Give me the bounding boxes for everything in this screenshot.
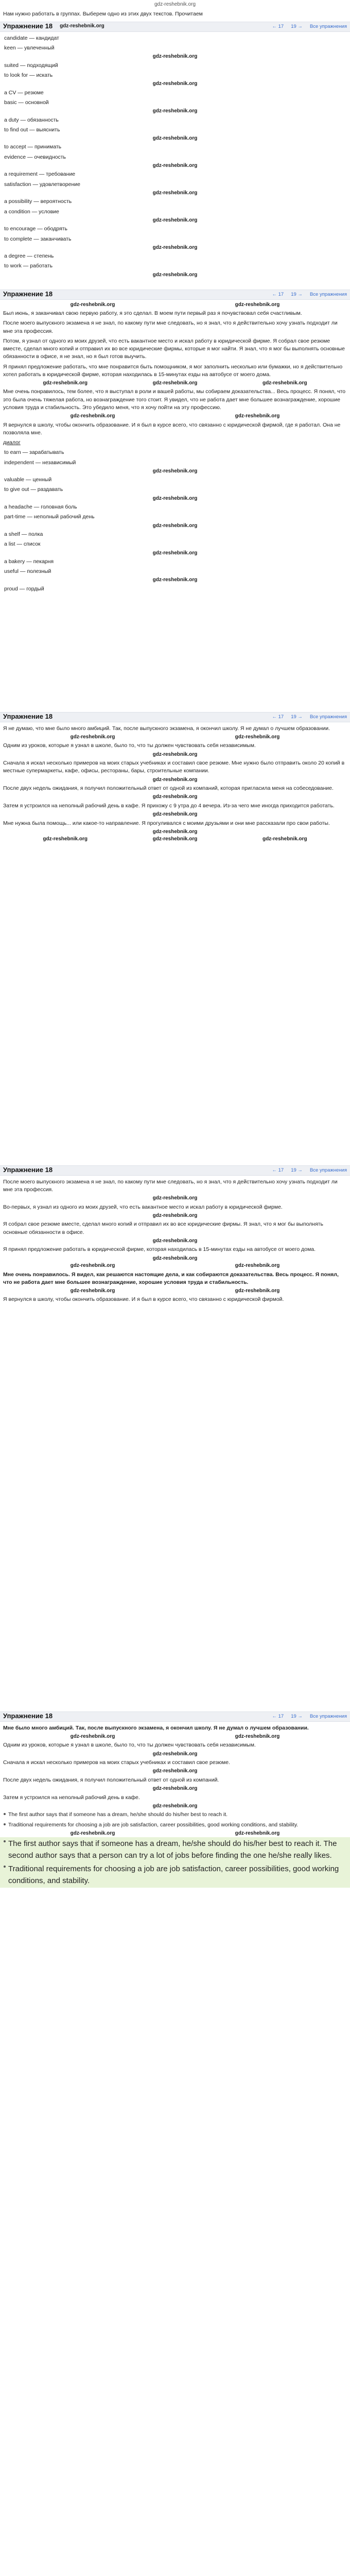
watermark-row: [0, 1768, 350, 1775]
watermark-row: [0, 1751, 350, 1758]
exercise-2: [0, 288, 350, 710]
watermark: gdz-reshebnik.org: [152, 836, 198, 842]
exercise-nav: [272, 714, 347, 721]
word-pair: to complete — заканчивать: [4, 235, 72, 242]
watermark: gdz-reshebnik.org: [70, 1830, 115, 1836]
watermark-row: [0, 1785, 350, 1793]
watermark-row: [0, 1262, 350, 1270]
watermark-row: [0, 380, 350, 387]
watermark: gdz-reshebnik.org: [70, 301, 115, 308]
paragraph: Одним из уроков, которые я узнал в школе, было то, что ты должен чувствовать себя независимым.: [3, 742, 256, 749]
word-pair-list: [0, 33, 350, 279]
watermark: gdz-reshebnik.org: [235, 1263, 280, 1269]
next-label: 19: [291, 1167, 296, 1173]
watermark-row: [0, 135, 350, 143]
paragraph-list: [0, 1177, 350, 1262]
word-pair: a headache — головная боль: [4, 504, 77, 511]
all-exercises-link[interactable]: Все упражнения: [309, 714, 347, 720]
watermark: gdz-reshebnik.org: [152, 577, 198, 583]
watermark: gdz-reshebnik.org: [152, 54, 198, 60]
word-pair: a requirement — требование: [4, 171, 76, 178]
word-pair: candidate — кандидат: [4, 35, 59, 41]
watermark: gdz-reshebnik.org: [152, 495, 198, 501]
watermark: gdz-reshebnik.org: [152, 468, 198, 474]
prev-exercise-link[interactable]: ← 17: [272, 1713, 284, 1719]
watermark-row: [0, 1255, 350, 1263]
paragraph-list: [0, 741, 350, 836]
prev-label: 17: [278, 1713, 284, 1719]
watermark: gdz-reshebnik.org: [152, 380, 198, 386]
prev-label: 17: [278, 1167, 284, 1173]
paragraph: Сначала я искал несколько примеров на моих старых учебниках и составил свое резюме.: [3, 1759, 230, 1766]
watermark-row: [0, 53, 350, 61]
word-pair: valuable — ценный: [4, 477, 52, 483]
watermark: gdz-reshebnik.org: [152, 776, 198, 783]
watermark-row: [0, 272, 350, 279]
watermark-row: [0, 811, 350, 819]
word-pair: a list — список: [4, 541, 41, 548]
watermark-row: [0, 550, 350, 557]
watermark: gdz-reshebnik.org: [70, 413, 115, 419]
watermark-row: [0, 1733, 350, 1741]
next-label: 19: [291, 1713, 296, 1719]
next-label: 19: [291, 291, 296, 297]
exercise-header: [0, 1711, 350, 1722]
word-pair: proud — гордый: [4, 585, 44, 592]
watermark-row: [0, 80, 350, 88]
word-pair: suited — подходящий: [4, 62, 58, 69]
watermark-row: [0, 836, 350, 843]
intro-text: Нам нужно работать в группах. Выберем одно из этих двух текстов. Прочитаем: [3, 10, 203, 17]
watermark-row: [0, 301, 350, 309]
paragraph: Я принял предложение работать в юридической фирме, которая находилась в 15-минутах езды на автобусе от моего дома.: [3, 1246, 316, 1253]
watermark-row: [0, 495, 350, 503]
paragraph: Одним из уроков, которые я узнал в школе, было то, что ты должен чувствовать себя независимым.: [3, 1742, 256, 1749]
watermark: gdz-reshebnik.org: [152, 1238, 198, 1244]
exercise-4: [0, 710, 350, 1164]
prev-exercise-link[interactable]: ← 17: [272, 23, 284, 29]
next-exercise-link[interactable]: 19 →: [291, 1713, 303, 1719]
watermark: gdz-reshebnik.org: [152, 272, 198, 278]
paragraph: После двух недель ожидания, я получил положительный ответ от одной из компаний, которая пригласила меня на собеседование.: [3, 785, 334, 792]
watermark: gdz-reshebnik.org: [152, 811, 198, 818]
word-pair: part-time — неполный рабочий день: [4, 514, 95, 520]
watermark-row: [0, 1287, 350, 1295]
word-pair: a condition — условие: [4, 208, 59, 215]
answer-item: The first author says that if someone has a dream, he/she should do his/her best to reach it.: [0, 1810, 350, 1820]
paragraph: Мне было много амбиций. Так, после выпускного экзамена, я окончил школу. Я не думал о лучшем образовании.: [3, 1724, 309, 1731]
exercise-5: [0, 1164, 350, 1710]
word-pair: to earn — зарабатывать: [4, 449, 64, 456]
watermark: gdz-reshebnik.org: [152, 162, 198, 168]
bold-paragraph: Мне очень понравилось. Я видел, как решаются настоящие дела, и как собираются доказательства. Весь процесс. Я понял, что не работа дает мне большее вознаграждение, хорошие условия труда и стабильность.: [3, 1271, 339, 1285]
watermark-row: [0, 828, 350, 836]
watermark: gdz-reshebnik.org: [262, 380, 307, 386]
prev-label: 17: [278, 714, 284, 720]
watermark-row: [0, 468, 350, 476]
watermark-row: [0, 1195, 350, 1202]
paragraph: Затем я устроился на неполный рабочий день в кафе. Я прихожу с 9 утра до 4 вечера. Из-за чего мне иногда приходится работать.: [3, 802, 335, 809]
site-url[interactable]: gdz-reshebnik.org: [154, 2, 196, 7]
watermark-row: [0, 217, 350, 225]
exercise-nav: [272, 23, 347, 30]
prev-exercise-link[interactable]: ← 17: [272, 1167, 284, 1173]
site-header: [0, 0, 350, 10]
watermark: gdz-reshebnik.org: [235, 413, 280, 419]
word-pair: useful — полезный: [4, 568, 51, 575]
watermark: gdz-reshebnik.org: [235, 1287, 280, 1294]
watermark: gdz-reshebnik.org: [152, 1255, 198, 1261]
watermark: gdz-reshebnik.org: [60, 23, 104, 29]
exercise-header: [0, 712, 350, 722]
paragraph-list: [0, 309, 350, 380]
highlighted-answer-item: The first author says that if someone has a dream, he/she should do his/her best to reach it. The second author says that a person can try a lot of jobs before finding the one he/she really likes.: [0, 1837, 350, 1862]
paragraph-list: [0, 1740, 350, 1810]
watermark-row: [0, 793, 350, 801]
watermark: gdz-reshebnik.org: [152, 244, 198, 250]
word-pair: a shelf — полка: [4, 531, 43, 538]
word-pair: a CV — резюме: [4, 89, 44, 96]
watermark: gdz-reshebnik.org: [152, 1751, 198, 1757]
exercise-header: [0, 22, 350, 32]
all-exercises-link[interactable]: Все упражнения: [309, 291, 347, 297]
watermark: gdz-reshebnik.org: [70, 1263, 115, 1269]
word-pair: evidence — очевидность: [4, 154, 66, 160]
watermark: gdz-reshebnik.org: [152, 1212, 198, 1218]
watermark: gdz-reshebnik.org: [152, 217, 198, 223]
word-pair: to accept — принимать: [4, 144, 62, 150]
exercise-6: [0, 1710, 350, 2483]
watermark: gdz-reshebnik.org: [152, 190, 198, 196]
exercise-title: Упражнение 18: [3, 713, 53, 721]
paragraph: После моего выпускного экзамена я не знал, по какому пути мне следовать, но я знал, что я действительно хочу узнать подходит ли мне эта профессия.: [3, 1178, 338, 1193]
watermark: gdz-reshebnik.org: [235, 1830, 280, 1836]
paragraph: Мне очень понравилось, тем более, что я выступал в роли и вашей работы, мы собираем доказательства... Весь процесс. Я понял, что это была очень тяжелая работа, но вознаграждение того стоит. Я увидел, что не работа дает мне большее вознаграждение, хорошие условия труда и стабильность. Это убедило меня, что я хочу пойти на эту профессию.: [3, 388, 346, 411]
paragraph: Был июнь, я заканчивал свою первую работу, я это сделал. В моем пути первый раз я почувствовал себя счастливым.: [3, 310, 302, 317]
next-label: 19: [291, 714, 296, 720]
next-exercise-link[interactable]: 19 →: [291, 23, 303, 29]
watermark: gdz-reshebnik.org: [152, 135, 198, 141]
word-pair: a possibility — вероятность: [4, 198, 72, 205]
highlighted-answers: [0, 1837, 350, 1888]
watermark: gdz-reshebnik.org: [70, 734, 115, 740]
exercise-nav: [272, 291, 347, 298]
word-pair: to encourage — ободрять: [4, 226, 67, 232]
watermark-row: [0, 162, 350, 170]
paragraph: Я вернулся в школу, чтобы окончить образование. И я был в курсе всего, что связанно с юридической фирмой, где я работал. Она не позволяла мне.: [3, 421, 341, 436]
word-pair: a degree — степень: [4, 253, 54, 260]
watermark: gdz-reshebnik.org: [152, 794, 198, 800]
watermark: gdz-reshebnik.org: [152, 1786, 198, 1792]
all-exercises-link[interactable]: Все упражнения: [309, 1713, 347, 1719]
watermark: gdz-reshebnik.org: [235, 301, 280, 308]
watermark-row: [0, 522, 350, 530]
exercise-title: Упражнение 18: [3, 290, 53, 298]
word-pair: independent — независимый: [4, 459, 76, 466]
watermark: gdz-reshebnik.org: [70, 1733, 115, 1739]
watermark: gdz-reshebnik.org: [70, 1287, 115, 1294]
exercise-title: Упражнение 18: [3, 22, 53, 30]
word-pair: to work — работать: [4, 263, 53, 269]
exercise-header: [0, 1165, 350, 1176]
watermark: gdz-reshebnik.org: [262, 836, 307, 842]
watermark: gdz-reshebnik.org: [152, 522, 198, 529]
watermark: gdz-reshebnik.org: [152, 108, 198, 114]
paragraph: После моего выпускного экзамена я не знал, по какому пути мне следовать, но я знал, что я действительно хочу узнать подходит ли мне эта профессия.: [3, 320, 338, 334]
watermark-row: [0, 1803, 350, 1810]
highlighted-answer-item: Traditional requirements for choosing a job are job satisfaction, career possibilities, good working conditions, and stability.: [0, 1862, 350, 1888]
word-pair: a bakery — пекарня: [4, 558, 54, 565]
prev-label: 17: [278, 291, 284, 297]
watermark-row: [0, 244, 350, 252]
exercise-nav: [272, 1167, 347, 1174]
dialog-label: диалог: [3, 439, 21, 446]
paragraph: Мне нужна была помощь... или какое-то направление. Я прогуливался с моими друзьями и они мне рассказали про свои работы.: [3, 820, 330, 826]
paragraph: Затем я устроился на неполный рабочий день в кафе.: [3, 1794, 140, 1801]
paragraph: Я собрал свое резюме вместе, сделал много копий и отправил их во все юридические фирмы. Я знал, что я мог бы выполнять основные обязанности в офисе.: [3, 1221, 323, 1235]
watermark: gdz-reshebnik.org: [43, 380, 87, 386]
word-pair: to give out — раздавать: [4, 486, 63, 493]
prev-exercise-link[interactable]: ← 17: [272, 291, 284, 297]
word-pair: a duty — обязанность: [4, 116, 59, 123]
watermark-row: [0, 1238, 350, 1245]
watermark: gdz-reshebnik.org: [152, 550, 198, 556]
next-exercise-link[interactable]: 19 →: [291, 291, 303, 297]
watermark-row: [0, 776, 350, 784]
watermark-row: [0, 1212, 350, 1220]
paragraph: Сначала я искал несколько примеров на моих старых учебниках и составил свое резюме. Мне нужно было отправить около 20 копий в местные супермаркеты, кафе, офисы, рестораны, бары, строительные компании.: [3, 760, 345, 774]
paragraph: После двух недель ожидания, я получил положительный ответ от одной из компаний.: [3, 1776, 219, 1783]
exercise-1: [0, 20, 350, 288]
watermark: gdz-reshebnik.org: [152, 1768, 198, 1774]
exercise-title: Упражнение 18: [3, 1712, 53, 1720]
watermark-row: [0, 734, 350, 741]
paragraph: Во-первых, я узнал из одного из моих друзей, что есть вакантное место и искал работу в юридической фирме.: [3, 1204, 283, 1210]
answer-item: Traditional requirements for choosing a job are job satisfaction, career possibilities, good working conditions, and stability.: [0, 1820, 350, 1830]
watermark: gdz-reshebnik.org: [235, 734, 280, 740]
exercise-title: Упражнение 18: [3, 1166, 53, 1174]
watermark-row: [0, 413, 350, 420]
watermark: gdz-reshebnik.org: [152, 1195, 198, 1201]
word-pair: to look for — искать: [4, 72, 53, 78]
paragraph: Я не думаю, что мне было много амбиций. Так, после выпускного экзамена, я окончил школу. Я не думал о лучшем образовании.: [3, 725, 330, 732]
watermark-row: [0, 1830, 350, 1838]
next-exercise-link[interactable]: 19 →: [291, 1167, 303, 1173]
watermark-row: [0, 190, 350, 197]
watermark-row: [0, 751, 350, 759]
word-pair: satisfaction — удовлетворение: [4, 181, 80, 188]
prev-exercise-link[interactable]: ← 17: [272, 714, 284, 720]
exercise-nav: [272, 1713, 347, 1720]
watermark: gdz-reshebnik.org: [152, 751, 198, 757]
word-pair: keen — увлеченный: [4, 44, 55, 51]
prev-label: 17: [278, 23, 284, 29]
answer-list: [0, 1810, 350, 1829]
word-pair: to find out — выяснить: [4, 126, 60, 133]
watermark: gdz-reshebnik.org: [152, 1803, 198, 1809]
next-label: 19: [291, 23, 296, 29]
watermark: gdz-reshebnik.org: [43, 836, 87, 842]
watermark-row: [0, 108, 350, 115]
word-pair: basic — основной: [4, 99, 49, 106]
exercise-header: [0, 290, 350, 300]
watermark: gdz-reshebnik.org: [152, 828, 198, 835]
all-exercises-link[interactable]: Все упражнения: [309, 1167, 347, 1173]
watermark-row: [0, 577, 350, 584]
watermark: gdz-reshebnik.org: [235, 1733, 280, 1739]
all-exercises-link[interactable]: Все упражнения: [309, 23, 347, 29]
paragraph: Я вернулся в школу, чтобы окончить образование. И я был в курсе всего, что связанно с юридической фирмой.: [3, 1296, 284, 1303]
word-pair-list: [0, 448, 350, 594]
next-exercise-link[interactable]: 19 →: [291, 714, 303, 720]
paragraph: Потом, я узнал от одного из моих друзей, что есть вакантное место и искал работу в юридической фирме. Я собрал свое резюме вместе, сделал много копий и отправил их во все юридические фирмы, которые я мог найти. Я знал, что я мог бы выполнять основные обязанности в офисе, я не знал, но я был готов выучить.: [3, 337, 345, 360]
paragraph: Я принял предложение работать, что мне понравится быть помощником, я мог заполнить несколько или бумажки, но я действительно хотел работать в юридической фирме, которая находилась в 15-минутах езды на автобусе от моего дома.: [3, 363, 343, 378]
watermark: gdz-reshebnik.org: [152, 81, 198, 87]
